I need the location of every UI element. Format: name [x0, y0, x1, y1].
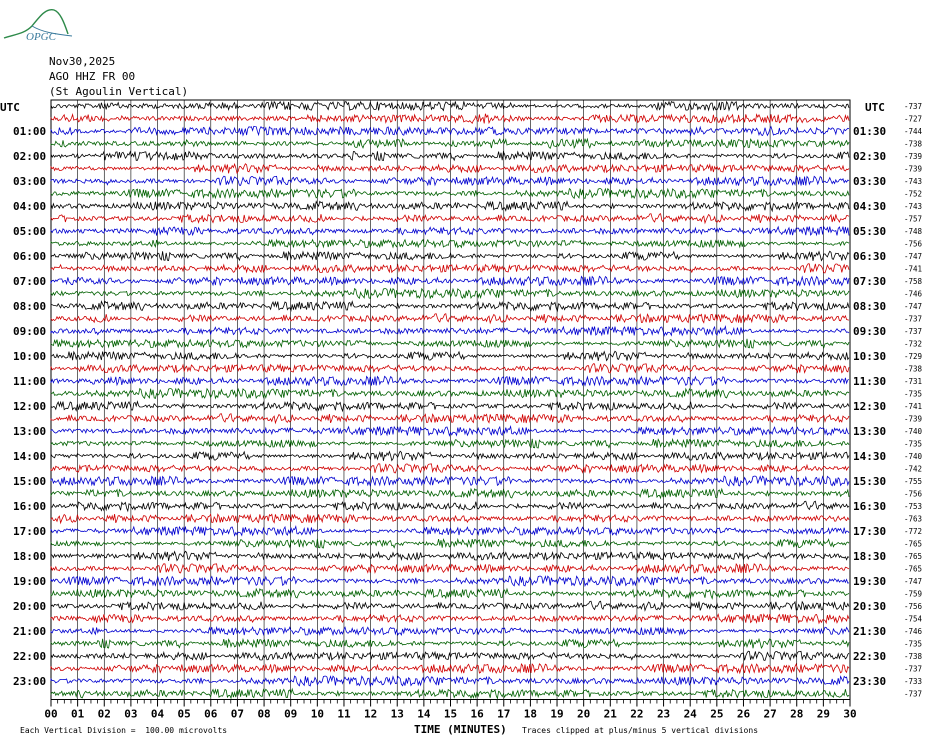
right-hour-label: 16:30	[853, 500, 887, 513]
trace-7	[51, 189, 849, 199]
trace-23	[51, 389, 849, 399]
trace-31	[51, 489, 849, 498]
left-hour-label: 04:00	[13, 200, 47, 213]
left-hour-label: 21:00	[13, 625, 47, 638]
trace-40	[51, 601, 849, 610]
right-hour-label: 21:30	[853, 625, 887, 638]
x-tick-label: 09	[284, 707, 298, 721]
trace-36	[51, 551, 849, 561]
left-hour-label: 20:00	[13, 600, 47, 613]
utc-left-label: UTC	[0, 101, 20, 114]
trace-offset-label: -735	[904, 639, 923, 649]
right-hour-label: 18:30	[853, 550, 887, 563]
trace-15	[51, 289, 849, 299]
right-hour-label: 02:30	[853, 150, 887, 163]
x-tick-label: 08	[257, 707, 271, 721]
trace-19	[51, 339, 849, 348]
right-hour-label: 07:30	[853, 275, 887, 288]
trace-9	[51, 214, 849, 223]
trace-22	[51, 376, 849, 385]
trace-17	[51, 314, 849, 323]
x-tick-label: 04	[150, 707, 165, 721]
left-hour-label: 05:00	[13, 225, 47, 238]
trace-2	[51, 126, 849, 135]
trace-offset-label: -765	[904, 552, 923, 561]
trace-offset-label: -742	[904, 464, 923, 474]
trace-16	[51, 301, 849, 311]
trace-10	[51, 227, 849, 236]
trace-29	[51, 464, 849, 473]
trace-41	[51, 614, 849, 623]
trace-offset-label: -727	[904, 114, 923, 124]
right-hour-label: 12:30	[853, 400, 887, 413]
trace-30	[51, 476, 849, 486]
left-hour-label: 11:00	[13, 375, 47, 388]
trace-27	[51, 439, 849, 448]
trace-offset-label: -765	[904, 564, 923, 574]
date-label: Nov30,2025	[49, 55, 116, 68]
left-hour-label: 10:00	[13, 350, 47, 363]
trace-0	[51, 101, 849, 110]
trace-offset-label: -739	[904, 164, 923, 174]
right-hour-label: 06:30	[853, 250, 887, 263]
trace-offset-label: -746	[904, 289, 923, 299]
opgc-logo	[2, 4, 74, 44]
x-tick-label: 20	[577, 707, 591, 721]
right-hour-label: 01:30	[853, 125, 887, 138]
x-tick-label: 01	[71, 707, 85, 721]
trace-offset-label: -729	[904, 352, 923, 361]
x-tick-label: 05	[177, 707, 191, 721]
right-hour-label: 13:30	[853, 425, 887, 438]
x-tick-label: 10	[310, 707, 324, 721]
trace-offset-label: -753	[904, 502, 923, 511]
x-tick-label: 12	[363, 707, 378, 721]
right-hour-label: 17:30	[853, 525, 887, 538]
trace-offset-label: -748	[904, 227, 923, 236]
x-tick-label: 28	[790, 707, 804, 721]
right-hour-label: 03:30	[853, 175, 887, 188]
trace-offset-label: -746	[904, 627, 923, 636]
x-tick-label: 23	[656, 707, 671, 721]
trace-offset-label: -744	[904, 127, 923, 136]
trace-offset-label: -754	[904, 614, 923, 624]
x-tick-label: 30	[843, 707, 857, 721]
trace-13	[51, 264, 849, 273]
left-hour-label: 13:00	[13, 425, 47, 438]
x-tick-label: 25	[710, 707, 724, 721]
trace-8	[51, 201, 849, 211]
trace-20	[51, 351, 849, 361]
left-hour-label: 14:00	[13, 450, 47, 463]
scale-note: Each Vertical Division = 100.00 microvolts	[20, 726, 228, 735]
left-hour-label: 17:00	[13, 525, 47, 538]
left-hour-label: 06:00	[13, 250, 47, 263]
trace-offset-label: -765	[904, 539, 923, 549]
x-tick-label: 00	[44, 707, 58, 721]
left-hour-label: 15:00	[13, 475, 47, 488]
left-hour-label: 03:00	[13, 175, 47, 188]
trace-34	[51, 527, 849, 536]
trace-offset-label: -738	[904, 652, 923, 661]
trace-35	[51, 539, 849, 548]
trace-39	[51, 589, 849, 599]
right-hour-label: 09:30	[853, 325, 887, 338]
clip-note: Traces clipped at plus/minus 5 vertical divisions	[522, 726, 759, 735]
right-hour-label: 05:30	[853, 225, 887, 238]
trace-32	[51, 501, 849, 511]
left-hour-label: 18:00	[13, 550, 47, 563]
trace-offset-label: -739	[904, 152, 923, 161]
right-hour-label: 10:30	[853, 350, 887, 363]
trace-28	[51, 451, 849, 461]
trace-offset-label: -756	[904, 239, 923, 249]
trace-24	[51, 402, 849, 411]
trace-offset-label: -733	[904, 677, 923, 686]
trace-offset-label: -752	[904, 189, 923, 199]
x-tick-label: 02	[97, 707, 111, 721]
trace-offset-label: -758	[904, 277, 923, 286]
left-hour-label: 08:00	[13, 300, 47, 313]
utc-right-label: UTC	[865, 101, 885, 114]
trace-offset-label: -756	[904, 489, 923, 499]
left-hour-label: 07:00	[13, 275, 47, 288]
left-hour-label: 02:00	[13, 150, 47, 163]
trace-14	[51, 276, 849, 285]
trace-offset-label: -772	[904, 527, 923, 536]
x-tick-label: 06	[204, 707, 218, 721]
trace-offset-label: -763	[904, 514, 923, 524]
trace-38	[51, 576, 849, 586]
trace-offset-label: -735	[904, 439, 923, 449]
x-tick-label: 14	[417, 707, 431, 721]
trace-offset-label: -732	[904, 339, 923, 349]
trace-33	[51, 514, 849, 523]
trace-3	[51, 139, 849, 149]
trace-4	[51, 151, 849, 160]
x-tick-label: 11	[337, 707, 351, 721]
right-hour-label: 22:30	[853, 650, 887, 663]
x-tick-label: 13	[390, 707, 404, 721]
trace-offset-label: -735	[904, 389, 923, 399]
left-hour-label: 22:00	[13, 650, 47, 663]
x-tick-label: 27	[763, 707, 777, 721]
x-tick-label: 15	[443, 707, 458, 721]
trace-42	[51, 627, 849, 635]
x-tick-label: 21	[603, 707, 617, 721]
trace-offset-label: -737	[904, 314, 923, 324]
left-hour-label: 23:00	[13, 675, 47, 688]
trace-offset-label: -743	[904, 177, 923, 186]
trace-37	[51, 564, 849, 573]
trace-5	[51, 164, 849, 174]
trace-45	[51, 664, 849, 673]
x-tick-label: 16	[470, 707, 484, 721]
trace-26	[51, 427, 849, 436]
trace-21	[51, 364, 849, 373]
left-hour-label: 19:00	[13, 575, 47, 588]
trace-offset-label: -757	[904, 214, 923, 224]
x-tick-label: 29	[816, 707, 830, 721]
trace-offset-label: -741	[904, 402, 923, 411]
right-hour-label: 14:30	[853, 450, 887, 463]
x-axis-title: TIME (MINUTES)	[414, 723, 507, 736]
x-tick-label: 26	[736, 707, 751, 721]
trace-offset-label: -740	[904, 427, 923, 436]
x-tick-label: 03	[124, 707, 138, 721]
trace-25	[51, 414, 849, 423]
trace-offset-label: -747	[904, 302, 923, 311]
x-tick-label: 17	[497, 707, 511, 721]
trace-46	[51, 676, 849, 686]
trace-offset-label: -737	[904, 689, 923, 699]
trace-offset-label: -738	[904, 139, 923, 149]
trace-offset-label: -747	[904, 577, 923, 586]
trace-11	[51, 240, 849, 248]
x-tick-label: 18	[523, 707, 538, 721]
right-hour-label: 23:30	[853, 675, 887, 688]
trace-offset-label: -739	[904, 414, 923, 424]
trace-18	[51, 327, 849, 336]
right-hour-label: 04:30	[853, 200, 887, 213]
trace-44	[51, 651, 849, 660]
trace-offset-label: -738	[904, 364, 923, 374]
left-hour-label: 09:00	[13, 325, 47, 338]
trace-offset-label: -740	[904, 452, 923, 461]
trace-offset-label: -741	[904, 264, 923, 274]
left-hour-label: 01:00	[13, 125, 47, 138]
trace-43	[51, 639, 849, 649]
logo-text: OPGC	[26, 31, 56, 43]
trace-offset-label: -747	[904, 252, 923, 261]
right-hour-label: 19:30	[853, 575, 887, 588]
right-hour-label: 15:30	[853, 475, 887, 488]
x-tick-label: 19	[550, 707, 564, 721]
trace-offset-label: -737	[904, 102, 923, 111]
trace-47	[51, 689, 849, 698]
trace-offset-label: -731	[904, 377, 923, 386]
right-hour-label: 11:30	[853, 375, 887, 388]
left-hour-label: 12:00	[13, 400, 47, 413]
trace-offset-label: -737	[904, 327, 923, 336]
left-hour-label: 16:00	[13, 500, 47, 513]
x-tick-label: 07	[230, 707, 245, 721]
trace-6	[51, 176, 849, 185]
x-tick-label: 22	[630, 707, 644, 721]
trace-offset-label: -756	[904, 602, 923, 611]
trace-offset-label: -759	[904, 589, 923, 599]
right-hour-label: 20:30	[853, 600, 887, 613]
right-hour-label: 08:30	[853, 300, 887, 313]
trace-12	[51, 251, 849, 260]
x-tick-label: 24	[683, 707, 697, 721]
station-label: AGO HHZ FR 00	[49, 70, 136, 83]
site-label: (St Agoulin Vertical)	[49, 85, 189, 98]
trace-offset-label: -755	[904, 477, 923, 486]
trace-offset-label: -743	[904, 202, 923, 211]
trace-1	[51, 114, 849, 124]
trace-offset-label: -737	[904, 664, 923, 674]
